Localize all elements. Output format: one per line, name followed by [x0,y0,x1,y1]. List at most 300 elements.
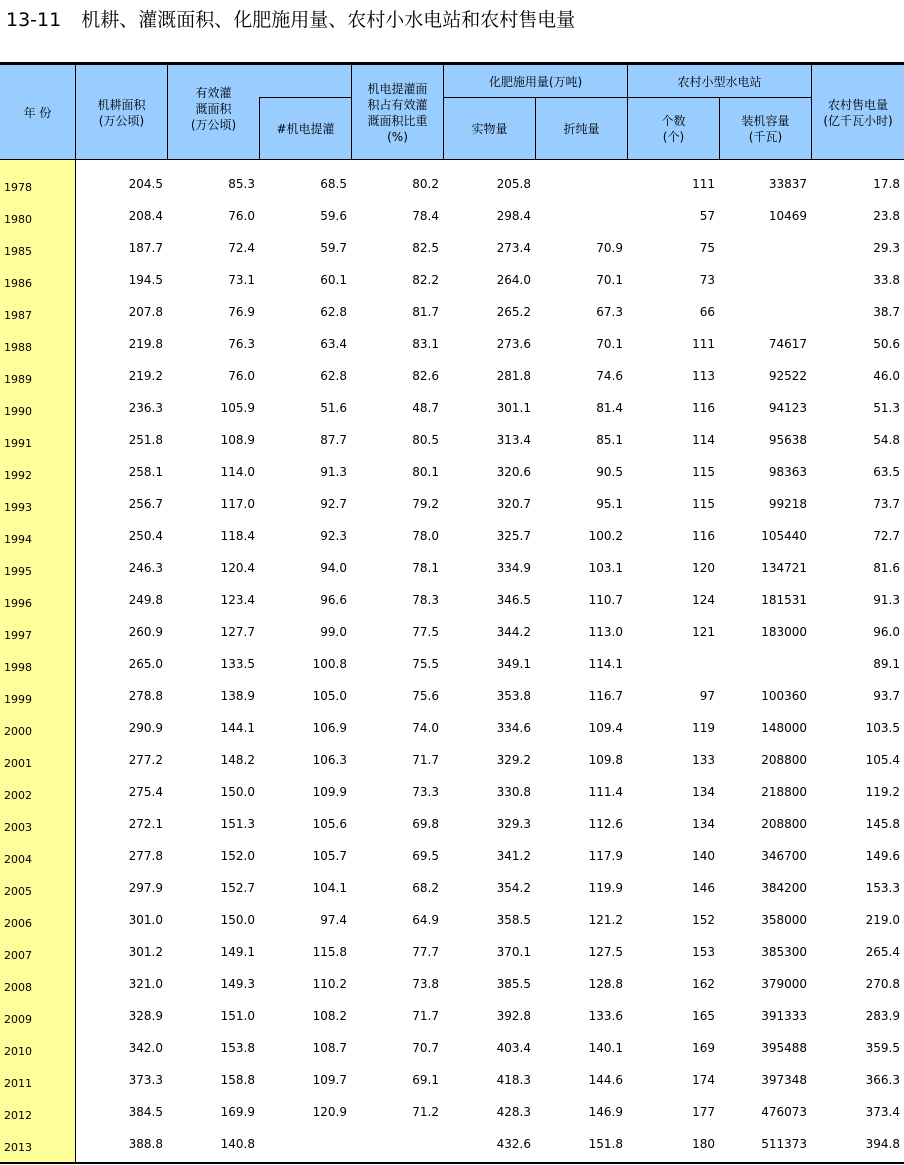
cell-hydro-count: 111 [692,177,715,191]
cell-electro-share: 77.7 [412,945,439,959]
header-hydro-count: 个数 (个) [661,114,686,144]
table-row [0,968,904,1000]
cell-electro-share: 82.2 [412,273,439,287]
cell-electro-share: 48.7 [412,401,439,415]
cell-electro-share: 75.6 [412,689,439,703]
cell-hydro-capacity: 384200 [761,881,807,895]
cell-effective-irrigated: 76.3 [228,337,255,351]
cell-hydro-count: 146 [692,881,715,895]
cell-electro-share: 78.4 [412,209,439,223]
table-row [0,520,904,552]
cell-fertilizer-physical: 392.8 [496,1009,531,1023]
cell-hydro-capacity: 183000 [761,625,807,639]
cell-fertilizer-pure: 113.0 [588,625,623,639]
cell-effective-irrigated: 151.0 [220,1009,255,1023]
table-row [0,456,904,488]
header-hydro-capacity: 装机容量 (千瓦) [741,114,790,144]
cell-electro-share: 69.5 [412,849,439,863]
cell-fertilizer-physical: 329.2 [496,753,531,767]
cell-electro-irrigated: 62.8 [320,369,347,383]
cell-fertilizer-physical: 330.8 [496,785,531,799]
cell-year: 2005 [4,885,32,898]
cell-electro-irrigated: 62.8 [320,305,347,319]
cell-electro-irrigated: 92.3 [320,529,347,543]
cell-rural-electricity: 96.0 [873,625,900,639]
cell-effective-irrigated: 133.5 [220,657,255,671]
cell-machine-plowed: 277.2 [128,753,163,767]
table-row [0,1128,904,1160]
cell-hydro-capacity [720,232,811,264]
cell-hydro-capacity: 391333 [761,1009,807,1023]
cell-effective-irrigated: 114.0 [220,465,255,479]
cell-machine-plowed: 388.8 [128,1137,163,1151]
cell-rural-electricity: 219.0 [865,913,900,927]
table-row [0,296,904,328]
cell-fertilizer-pure: 109.4 [588,721,623,735]
table-title: 机耕、灌溉面积、化肥施用量、农村小水电站和农村售电量 [81,9,576,31]
table-row [0,232,904,264]
cell-year: 1978 [4,181,32,194]
cell-year: 2002 [4,789,32,802]
cell-machine-plowed: 260.9 [128,625,163,639]
cell-hydro-count: 120 [692,561,715,575]
table-row [0,424,904,456]
cell-electro-share: 78.0 [412,529,439,543]
cell-year: 1996 [4,597,32,610]
cell-rural-electricity: 373.4 [865,1105,900,1119]
cell-effective-irrigated: 148.2 [220,753,255,767]
header-year: 年 份 [23,105,52,120]
cell-rural-electricity: 283.9 [865,1009,900,1023]
cell-hydro-capacity: 92522 [768,369,807,383]
cell-electro-irrigated: 59.6 [320,209,347,223]
cell-hydro-capacity: 208800 [761,817,807,831]
cell-electro-irrigated: 92.7 [320,497,347,511]
cell-electro-share: 79.2 [412,497,439,511]
cell-electro-irrigated: 94.0 [320,561,347,575]
cell-hydro-count [628,648,719,680]
table-row [0,1064,904,1096]
table-row [0,936,904,968]
cell-fertilizer-physical: 320.7 [496,497,531,511]
cell-machine-plowed: 219.2 [128,369,163,383]
cell-hydro-count: 113 [692,369,715,383]
header-electro-irrigated: #机电提灌 [276,122,335,136]
cell-fertilizer-pure: 111.4 [588,785,623,799]
cell-effective-irrigated: 76.9 [228,305,255,319]
cell-rural-electricity: 33.8 [873,273,900,287]
cell-hydro-count: 134 [692,785,715,799]
cell-electro-irrigated: 60.1 [320,273,347,287]
divider [351,65,352,160]
cell-hydro-capacity: 100360 [761,689,807,703]
cell-effective-irrigated: 117.0 [220,497,255,511]
header-fertilizer-pure: 折纯量 [563,122,600,136]
cell-fertilizer-physical: 301.1 [496,401,531,415]
cell-hydro-capacity: 208800 [761,753,807,767]
cell-electro-irrigated: 97.4 [320,913,347,927]
cell-fertilizer-pure: 109.8 [588,753,623,767]
cell-fertilizer-pure: 95.1 [596,497,623,511]
cell-rural-electricity: 50.6 [873,337,900,351]
table-header [0,62,904,160]
cell-year: 2008 [4,981,32,994]
table-row [0,584,904,616]
divider [719,98,720,160]
table-number: 13-11 [6,9,62,31]
cell-fertilizer-physical: 353.8 [496,689,531,703]
cell-electro-irrigated: 115.8 [312,945,347,959]
cell-fertilizer-pure: 116.7 [588,689,623,703]
cell-effective-irrigated: 127.7 [220,625,255,639]
cell-electro-share: 80.2 [412,177,439,191]
cell-hydro-count: 153 [692,945,715,959]
cell-machine-plowed: 278.8 [128,689,163,703]
divider [259,98,260,160]
cell-electro-irrigated: 106.3 [312,753,347,767]
cell-electro-irrigated: 104.1 [312,881,347,895]
divider [627,65,628,160]
cell-hydro-count: 75 [699,241,715,255]
cell-fertilizer-physical: 325.7 [496,529,531,543]
table-row [0,648,904,680]
cell-year: 2003 [4,821,32,834]
cell-year: 1999 [4,693,32,706]
cell-hydro-capacity: 33837 [768,177,807,191]
cell-rural-electricity: 145.8 [865,817,900,831]
header-hydro-group: 农村小型水电站 [677,74,762,89]
cell-rural-electricity: 73.7 [873,497,900,511]
table-row [0,552,904,584]
cell-machine-plowed: 208.4 [128,209,163,223]
cell-electro-irrigated [260,1128,351,1160]
cell-electro-share: 75.5 [412,657,439,671]
cell-machine-plowed: 194.5 [128,273,163,287]
cell-year: 1988 [4,341,32,354]
cell-electro-irrigated: 105.6 [312,817,347,831]
divider [259,97,351,98]
cell-machine-plowed: 249.8 [128,593,163,607]
cell-electro-irrigated: 96.6 [320,593,347,607]
cell-machine-plowed: 342.0 [128,1041,163,1055]
cell-effective-irrigated: 150.0 [220,785,255,799]
cell-year: 2013 [4,1141,32,1154]
cell-electro-share: 71.7 [412,753,439,767]
cell-electro-share: 78.1 [412,561,439,575]
cell-effective-irrigated: 123.4 [220,593,255,607]
cell-fertilizer-physical: 344.2 [496,625,531,639]
page-title [6,5,575,35]
cell-year: 1985 [4,245,32,258]
cell-machine-plowed: 204.5 [128,177,163,191]
table-row [0,200,904,232]
cell-electro-share: 80.5 [412,433,439,447]
cell-machine-plowed: 277.8 [128,849,163,863]
cell-year: 2006 [4,917,32,930]
cell-fertilizer-physical: 354.2 [496,881,531,895]
cell-machine-plowed: 250.4 [128,529,163,543]
cell-electro-irrigated: 109.7 [312,1073,347,1087]
cell-fertilizer-pure: 67.3 [596,305,623,319]
table-row [0,1000,904,1032]
cell-hydro-capacity: 94123 [768,401,807,415]
cell-machine-plowed: 272.1 [128,817,163,831]
cell-hydro-capacity: 385300 [761,945,807,959]
cell-rural-electricity: 359.5 [865,1041,900,1055]
cell-effective-irrigated: 138.9 [220,689,255,703]
cell-machine-plowed: 265.0 [128,657,163,671]
cell-fertilizer-physical: 273.6 [496,337,531,351]
cell-fertilizer-physical: 329.3 [496,817,531,831]
cell-hydro-count: 162 [692,977,715,991]
cell-electro-share: 74.0 [412,721,439,735]
cell-hydro-count: 134 [692,817,715,831]
cell-electro-share: 71.7 [412,1009,439,1023]
cell-year: 2012 [4,1109,32,1122]
cell-rural-electricity: 17.8 [873,177,900,191]
cell-electro-share: 73.8 [412,977,439,991]
cell-fertilizer-pure: 100.2 [588,529,623,543]
cell-fertilizer-physical: 432.6 [496,1137,531,1151]
cell-fertilizer-physical: 349.1 [496,657,531,671]
cell-fertilizer-pure: 90.5 [596,465,623,479]
cell-fertilizer-pure: 70.1 [596,273,623,287]
table-row [0,168,904,200]
cell-effective-irrigated: 105.9 [220,401,255,415]
cell-electro-share: 80.1 [412,465,439,479]
cell-year: 2010 [4,1045,32,1058]
cell-hydro-capacity [720,296,811,328]
table-body [0,168,904,1160]
cell-year: 2007 [4,949,32,962]
cell-effective-irrigated: 153.8 [220,1041,255,1055]
cell-hydro-capacity: 346700 [761,849,807,863]
cell-machine-plowed: 321.0 [128,977,163,991]
cell-hydro-capacity: 74617 [768,337,807,351]
cell-rural-electricity: 91.3 [873,593,900,607]
cell-electro-share: 68.2 [412,881,439,895]
cell-electro-irrigated: 108.2 [312,1009,347,1023]
table-row [0,904,904,936]
cell-hydro-count: 97 [699,689,715,703]
cell-machine-plowed: 290.9 [128,721,163,735]
table-row [0,392,904,424]
cell-machine-plowed: 301.0 [128,913,163,927]
cell-fertilizer-pure: 127.5 [588,945,623,959]
cell-electro-share: 69.1 [412,1073,439,1087]
cell-year: 2009 [4,1013,32,1026]
table-row [0,328,904,360]
cell-hydro-count: 124 [692,593,715,607]
cell-year: 1994 [4,533,32,546]
cell-fertilizer-physical: 418.3 [496,1073,531,1087]
cell-year: 1987 [4,309,32,322]
cell-fertilizer-pure: 74.6 [596,369,623,383]
table-bottom-border [0,1162,904,1164]
cell-year: 1991 [4,437,32,450]
header-rural-electricity: 农村售电量 (亿千瓦小时) [823,97,893,128]
table-row [0,360,904,392]
header-fertilizer-group: 化肥施用量(万吨) [488,74,583,89]
cell-hydro-capacity: 134721 [761,561,807,575]
cell-year: 1989 [4,373,32,386]
cell-electro-irrigated: 59.7 [320,241,347,255]
cell-electro-share: 78.3 [412,593,439,607]
cell-hydro-count: 119 [692,721,715,735]
cell-hydro-count: 180 [692,1137,715,1151]
cell-electro-share: 64.9 [412,913,439,927]
cell-machine-plowed: 219.8 [128,337,163,351]
cell-electro-share: 82.6 [412,369,439,383]
cell-electro-irrigated: 105.0 [312,689,347,703]
cell-rural-electricity: 394.8 [865,1137,900,1151]
cell-fertilizer-pure: 81.4 [596,401,623,415]
cell-hydro-capacity: 397348 [761,1073,807,1087]
cell-effective-irrigated: 152.0 [220,849,255,863]
cell-hydro-count: 169 [692,1041,715,1055]
cell-electro-irrigated: 91.3 [320,465,347,479]
cell-machine-plowed: 256.7 [128,497,163,511]
cell-hydro-capacity: 395488 [761,1041,807,1055]
cell-fertilizer-pure: 110.7 [588,593,623,607]
cell-machine-plowed: 328.9 [128,1009,163,1023]
header-fertilizer-physical: 实物量 [471,122,508,136]
cell-year: 1992 [4,469,32,482]
cell-fertilizer-physical: 320.6 [496,465,531,479]
cell-fertilizer-physical: 385.5 [496,977,531,991]
cell-year: 1986 [4,277,32,290]
cell-year: 1995 [4,565,32,578]
table-row [0,1032,904,1064]
cell-fertilizer-physical: 370.1 [496,945,531,959]
cell-fertilizer-pure: 119.9 [588,881,623,895]
cell-rural-electricity: 93.7 [873,689,900,703]
cell-rural-electricity: 149.6 [865,849,900,863]
cell-machine-plowed: 384.5 [128,1105,163,1119]
cell-hydro-count: 114 [692,433,715,447]
cell-hydro-capacity: 511373 [761,1137,807,1151]
cell-fertilizer-physical: 403.4 [496,1041,531,1055]
divider [443,97,811,98]
cell-hydro-count: 66 [699,305,715,319]
cell-fertilizer-physical: 264.0 [496,273,531,287]
table-row [0,680,904,712]
cell-fertilizer-physical: 205.8 [496,177,531,191]
table-row [0,264,904,296]
cell-electro-share: 69.8 [412,817,439,831]
cell-effective-irrigated: 144.1 [220,721,255,735]
cell-fertilizer-physical: 298.4 [496,209,531,223]
cell-hydro-capacity: 10469 [768,209,807,223]
cell-year: 2011 [4,1077,32,1090]
cell-rural-electricity: 23.8 [873,209,900,223]
cell-rural-electricity: 105.4 [865,753,900,767]
cell-fertilizer-pure: 85.1 [596,433,623,447]
cell-rural-electricity: 81.6 [873,561,900,575]
divider [167,65,168,160]
cell-machine-plowed: 251.8 [128,433,163,447]
cell-fertilizer-pure: 151.8 [588,1137,623,1151]
cell-electro-share [352,1128,443,1160]
cell-electro-share: 71.2 [412,1105,439,1119]
cell-hydro-count: 174 [692,1073,715,1087]
cell-fertilizer-physical: 358.5 [496,913,531,927]
cell-electro-share: 83.1 [412,337,439,351]
cell-machine-plowed: 301.2 [128,945,163,959]
cell-hydro-capacity: 148000 [761,721,807,735]
cell-machine-plowed: 373.3 [128,1073,163,1087]
header-electro-share: 机电提灌面 积占有效灌 溉面积比重 (%) [367,81,428,144]
cell-hydro-capacity: 181531 [761,593,807,607]
cell-hydro-capacity: 358000 [761,913,807,927]
cell-year: 1990 [4,405,32,418]
cell-hydro-count: 140 [692,849,715,863]
cell-electro-irrigated: 99.0 [320,625,347,639]
cell-machine-plowed: 207.8 [128,305,163,319]
cell-electro-irrigated: 51.6 [320,401,347,415]
cell-hydro-count: 111 [692,337,715,351]
cell-hydro-capacity [720,648,811,680]
cell-rural-electricity: 63.5 [873,465,900,479]
cell-fertilizer-physical: 341.2 [496,849,531,863]
cell-fertilizer-pure: 114.1 [588,657,623,671]
cell-hydro-capacity: 95638 [768,433,807,447]
cell-hydro-count: 73 [699,273,715,287]
cell-electro-irrigated: 109.9 [312,785,347,799]
cell-year: 1997 [4,629,32,642]
cell-hydro-count: 115 [692,497,715,511]
cell-rural-electricity: 46.0 [873,369,900,383]
cell-hydro-count: 177 [692,1105,715,1119]
cell-fertilizer-pure: 133.6 [588,1009,623,1023]
cell-fertilizer-pure: 103.1 [588,561,623,575]
cell-machine-plowed: 187.7 [128,241,163,255]
cell-rural-electricity: 89.1 [873,657,900,671]
cell-rural-electricity: 265.4 [865,945,900,959]
cell-year: 2001 [4,757,32,770]
divider [811,65,812,160]
cell-hydro-capacity: 218800 [761,785,807,799]
table-row [0,840,904,872]
cell-rural-electricity: 153.3 [865,881,900,895]
table-row [0,744,904,776]
divider [443,65,444,160]
cell-fertilizer-physical: 313.4 [496,433,531,447]
cell-hydro-capacity: 99218 [768,497,807,511]
cell-rural-electricity: 54.8 [873,433,900,447]
cell-fertilizer-pure: 70.9 [596,241,623,255]
cell-hydro-count: 116 [692,401,715,415]
cell-effective-irrigated: 158.8 [220,1073,255,1087]
cell-year: 2000 [4,725,32,738]
cell-rural-electricity: 38.7 [873,305,900,319]
cell-rural-electricity: 29.3 [873,241,900,255]
cell-electro-share: 70.7 [412,1041,439,1055]
cell-fertilizer-pure [536,200,627,232]
cell-fertilizer-pure: 117.9 [588,849,623,863]
cell-machine-plowed: 297.9 [128,881,163,895]
cell-fertilizer-pure: 128.8 [588,977,623,991]
cell-effective-irrigated: 118.4 [220,529,255,543]
cell-effective-irrigated: 108.9 [220,433,255,447]
table-row [0,808,904,840]
cell-electro-share: 81.7 [412,305,439,319]
cell-hydro-count: 133 [692,753,715,767]
divider [75,65,76,160]
cell-effective-irrigated: 151.3 [220,817,255,831]
cell-machine-plowed: 258.1 [128,465,163,479]
cell-electro-irrigated: 108.7 [312,1041,347,1055]
